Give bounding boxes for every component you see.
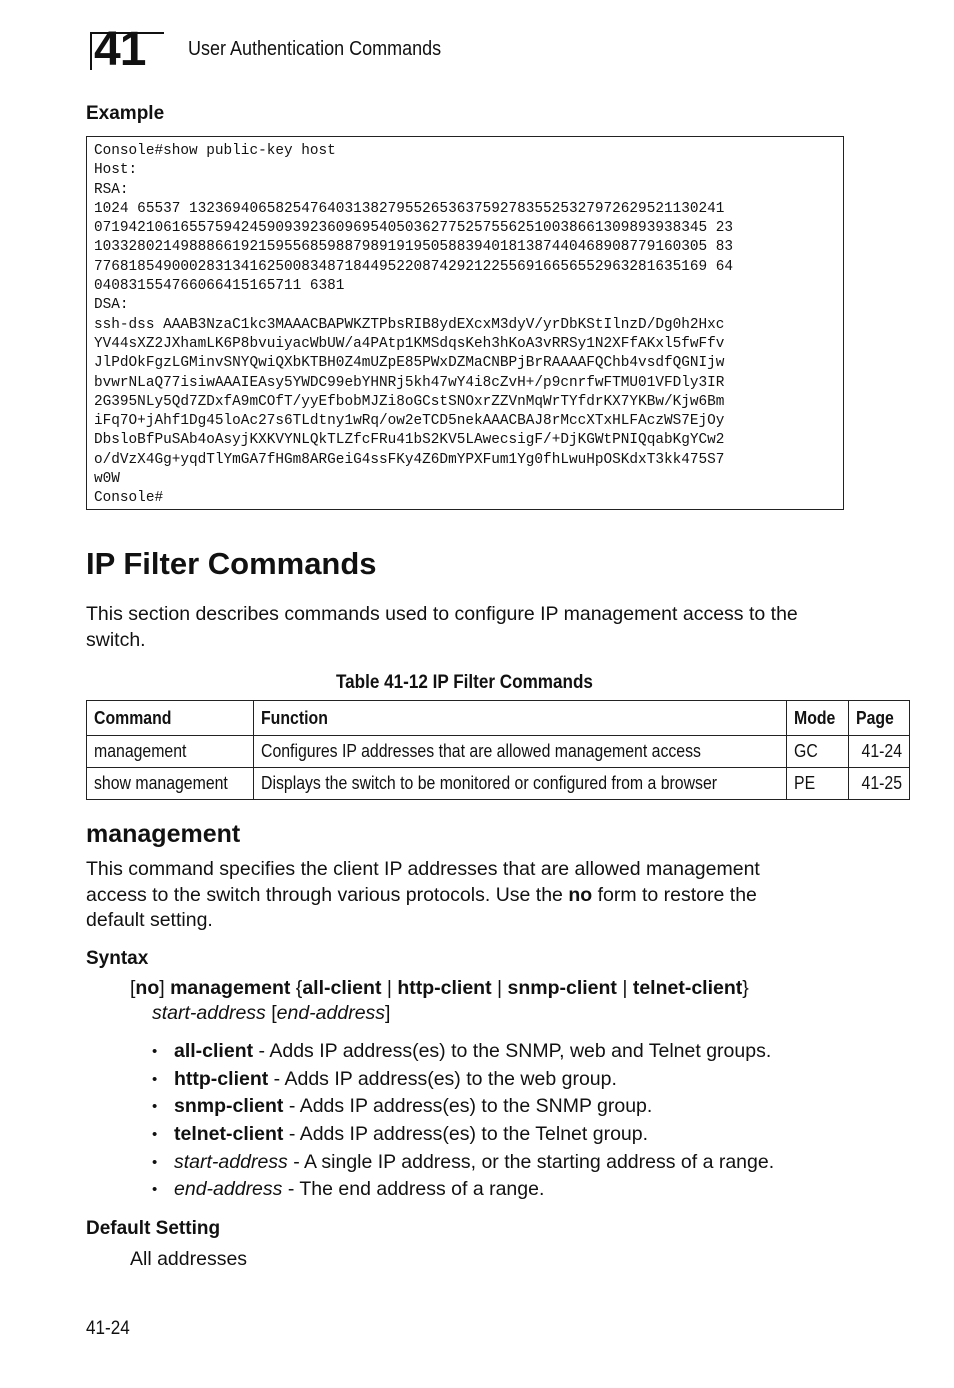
code-line: 77681854900028313416250083487184495220874292122556916656552963281635169 64 [94, 258, 734, 275]
table-cell: Configures IP addresses that are allowed management access [254, 736, 787, 768]
default-setting-value: All addresses [130, 1248, 248, 1270]
code-line: w0W [94, 471, 120, 488]
table-cell: 41-24 [849, 736, 910, 768]
no-keyword: no [568, 883, 593, 906]
table-row [87, 768, 910, 800]
desc-line: This command specifies the client IP addresses that are allowed management [86, 858, 760, 880]
code-line: Console# [94, 490, 164, 507]
table-cell: 41-25 [849, 768, 910, 800]
code-line: Console#show public-key host [94, 143, 336, 159]
syntax-label: Syntax [86, 948, 149, 969]
table-header-cell: Command [87, 701, 254, 736]
list-item: • start-address - A single IP address, or the starting address of a range. [152, 1149, 774, 1177]
code-line: JlPdOkFgzLGMinvSNYQwiQXbKTBH0Z4mUZpE85PWxDZMaCNBPjBrRAAAAFQChb4vsdfQGNIjw [94, 355, 725, 372]
code-line: DSA: [94, 297, 129, 314]
code-line: 10332802149888661921595568598879891919505883940181387440468908779160305 83 [94, 239, 734, 256]
syntax-args-line: start-address [end-address] [152, 1002, 391, 1024]
list-item: • snmp-client - Adds IP address(es) to the SNMP group. [152, 1093, 774, 1121]
list-item: • all-client - Adds IP address(es) to the SNMP, web and Telnet groups. [152, 1038, 774, 1066]
code-line: o/dVzX4Gg+yqdTlYmGA7fHGm8ARGeiG4ssFKy4Z6DmYPXFum1Yg0fhLwuHpOSKdxT3kk475S7 [94, 451, 725, 468]
desc-line: access to the switch through various protocols. Use the no form to restore the [86, 883, 757, 906]
table-cell: management [87, 736, 254, 768]
list-item: • end-address - The end address of a range. [152, 1176, 774, 1204]
table-row [87, 736, 910, 768]
ip-filter-commands-table [86, 700, 910, 800]
table-cell: Displays the switch to be monitored or configured from a browser [254, 768, 787, 800]
code-line: 07194210616557594245909392360969540503627752575562510038661309893938345 23 [94, 220, 734, 237]
intro-line: switch. [86, 628, 146, 651]
code-line: Host: [94, 162, 138, 179]
intro-line: This section describes commands used to configure IP management access to the [86, 603, 798, 625]
table-cell: show management [87, 768, 254, 800]
code-line: iFq7O+jAhf1Dg45loAc27s6TLdtny1wRq/ow2eTCD5nekAAACBAJ8rMccXTxHLFAczWS7EjOy [94, 413, 725, 430]
table-header-cell: Function [254, 701, 787, 736]
running-header-title: User Authentication Commands [188, 38, 442, 60]
table-caption: Table 41-12 IP Filter Commands [336, 672, 593, 693]
list-item: • telnet-client - Adds IP address(es) to the Telnet group. [152, 1121, 774, 1149]
section-title: IP Filter Commands [86, 546, 377, 581]
code-line: RSA: [94, 181, 129, 198]
code-line: 1024 65537 13236940658254764031382795526536375927835525327972629521130241 [94, 200, 725, 217]
chapter-marker [90, 23, 164, 76]
code-line: DbsloBfPuSAb4oAsyjKXKVYNLQkTLZfcFRu41bS2KV5LAwecsigF/+DjKGWtPNIQqabKgYCw2 [94, 432, 725, 449]
code-line: 2G395NLy5Qd7ZDxfA9mCOfT/yyEfbobMJZi8oGCstSNOxrZZVnMqWrTYfdrKX7YKBw/Kjw6Bm [94, 393, 725, 410]
table-header-cell: Mode [787, 701, 849, 736]
section-intro [86, 602, 798, 653]
chapter-marker-left-rule [90, 32, 92, 70]
chapter-number: 41 [94, 23, 146, 76]
management-description [86, 857, 760, 934]
list-item: • http-client - Adds IP address(es) to the web group. [152, 1066, 774, 1094]
code-line: YV44sXZ2JXhamLK6P8bvuiyacWbUW/a4PAtp1KMSdqsKeh3hKoA3vRRSy1N2XFfAKxl5fwFfv [94, 335, 725, 352]
management-title: management [86, 820, 241, 848]
code-line: bvwrNLaQ77isiwAAAIEAsy5YWDC99ebYHNRj5kh47wY4i8cZvH+/p9cnrfwFTMU01VFDly3IR [94, 374, 725, 391]
table-header-row [87, 701, 910, 736]
default-setting-label: Default Setting [86, 1218, 221, 1239]
code-line: ssh-dss AAAB3NzaC1kc3MAAACBAPWKZTPbsRIB8ydEXcxM3dyV/yrDbKStIlnzD/Dg0h2Hxc [94, 316, 725, 333]
example-code-block [86, 136, 844, 510]
table-header-cell: Page [849, 701, 910, 736]
code-line: 040831554766066415165711 6381 [94, 278, 345, 295]
example-label: Example [86, 103, 165, 124]
desc-line: default setting. [86, 909, 213, 931]
syntax-line: [no] management {all-client | http-client | snmp-client | telnet-client} [130, 977, 749, 999]
page-number: 41-24 [86, 1318, 130, 1339]
syntax-options-list [152, 1038, 774, 1204]
table-cell: GC [787, 736, 849, 768]
table-cell: PE [787, 768, 849, 800]
